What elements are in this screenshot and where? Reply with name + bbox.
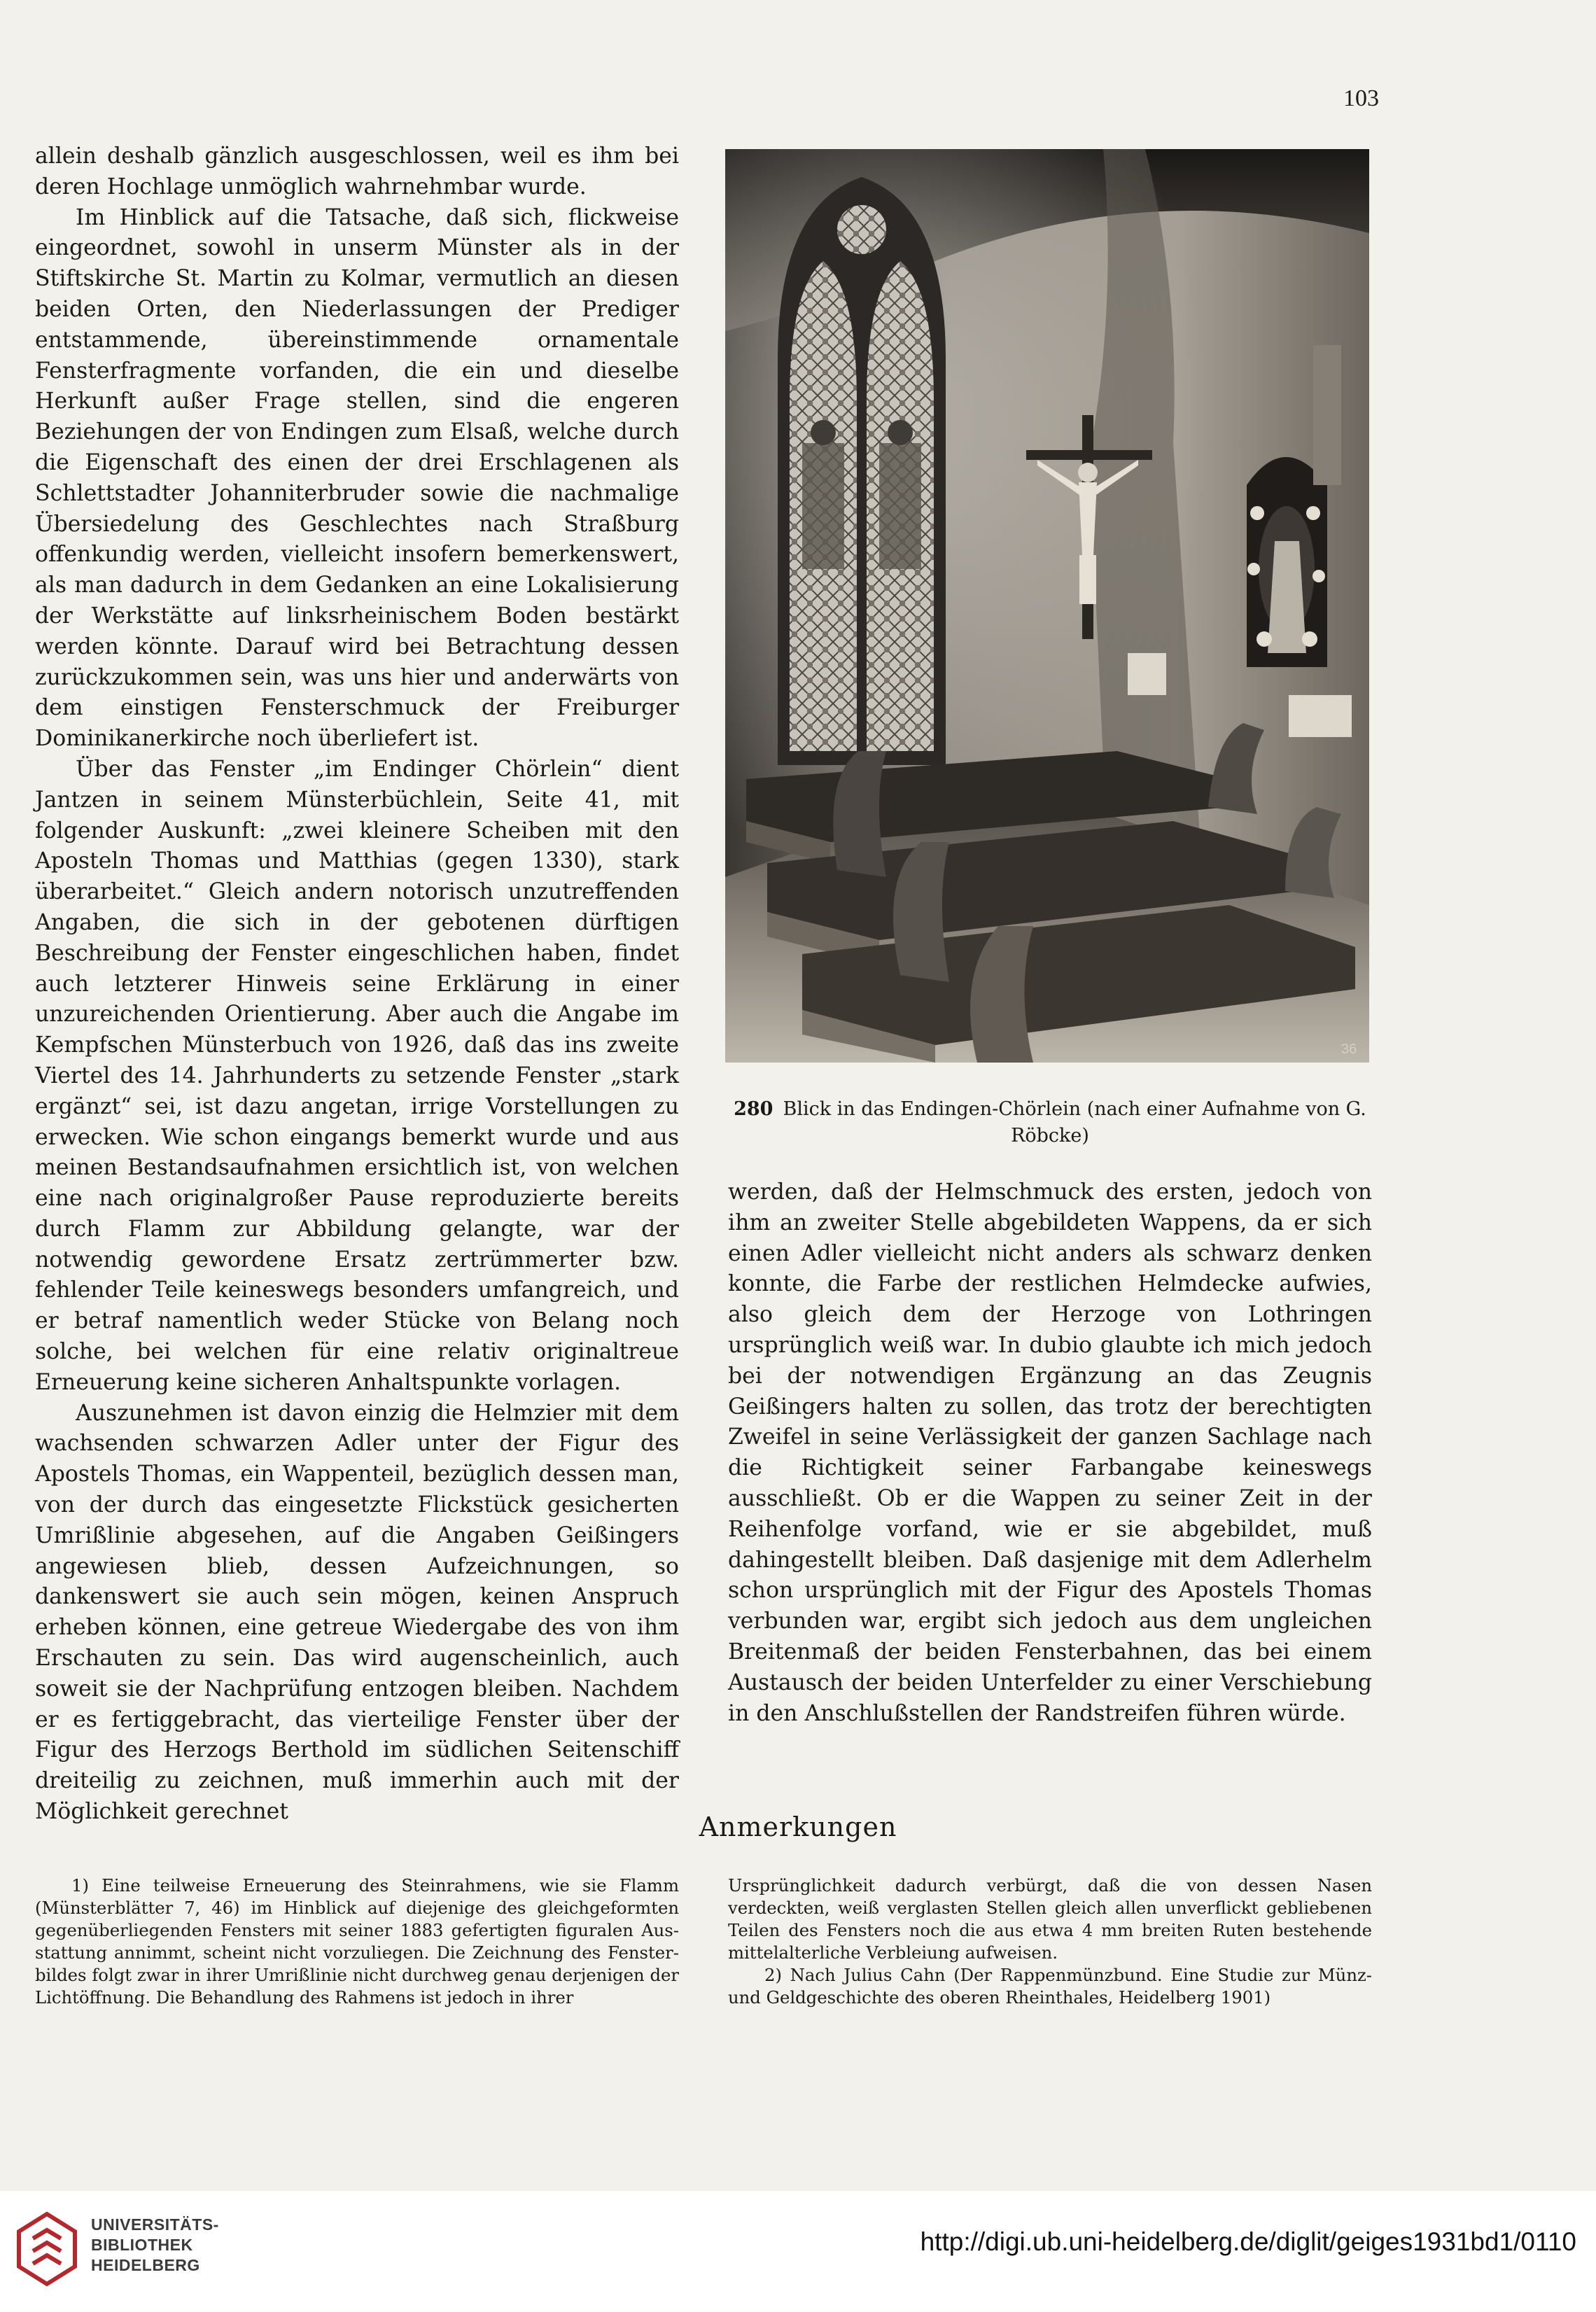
library-name-line: HEIDELBERG <box>91 2256 200 2274</box>
paragraph: allein deshalb gänzlich ausgeschlossen, weil es ihm bei deren Hochlage unmöglich wahrnehmbar wurde. <box>35 143 679 199</box>
paragraph: Über das Fenster „im Endinger Chörlein“ dient Jantzen in seinem Münsterbüchlein, Seite 41, mit folgender Auskunft: „zwei kleinere Scheiben mit den Aposteln Thomas und Matthias (gegen 1330), stark überarbeitet.“ Gleich andern notorisch unzutreffenden Angaben, die sich in der gebotenen dürftigen Beschreibung der Fenster eingeschlichen haben, findet auch letzterer Hinweis seine Erklärung in einer unzureichenden Orientierung. Aber auch die Angabe im Kempfschen Münsterbuch von 1926, daß das ins zweite Viertel des 14. Jahrhunderts zu setzende Fenster „stark ergänzt“ sei, ist dazu angetan, irrige Vorstellungen zu erwecken. Wie schon eingangs bemerkt wurde und aus meinen Bestandsaufnahmen ersichtlich ist, von welchen eine nach originalgroßer Pause reproduzierte bereits durch Flamm zur Abbildung gelangte, war der notwendig gewordene Ersatz zertrümmerter bzw. fehlender Teile keineswegs besonders umfangreich, und er betraf namentlich weder Stücke von Belang noch solche, bei welchen für eine relativ originaltreue Erneuerung keine sicheren Anhaltspunkte vorlagen. <box>35 756 679 1395</box>
library-name <box>91 2215 219 2276</box>
footnotes-left <box>35 1875 679 2009</box>
paragraph: Auszunehmen ist davon einzig die Helmzier mit dem wachsenden schwarzen Adler unter der Figur des Apostels Thomas, ein Wappenteil, bezüglich dessen man, von der durch das eingesetzte Flickstück gesicherten Umrißlinie abgesehen, auf die Angaben Geißingers angewiesen blieb, dessen Aufzeichnungen, so dankenswert sie auch sein mögen, keinen Anspruch erheben können, eine getreue Wiedergabe des von ihm Erschauten zu sein. Das wird augenscheinlich, auch soweit sie der Nachprüfung entzogen bleiben. Nachdem er es fertiggebracht, das vierteilige Fenster über der Figur des Herzogs Berthold im südlichen Seitenschiff dreiteilig zu zeichnen, muß immerhin auch mit der Möglichkeit gerechnet <box>35 1400 679 1825</box>
figure-photo <box>725 149 1369 1063</box>
footnote: 1) Eine teilweise Erneuerung des Steinrahmens, wie sie Flamm (Münsterblätter 7, 46) im Hinblick auf diejenige des gleichgeformten gegenüberliegenden Fensters mit seiner 1883 gefertigten figuralen Ausstattung annimmt, scheint nicht vorzuliegen. Die Zeichnung des Fensterbildes folgt zwar in ihrer Umrißlinie nicht durchweg genau derjenigen der Lichtöffnung. Die Behandlung des Rahmens ist jedoch in ihrer <box>35 1875 679 2008</box>
photo-mark: 36 <box>1341 1042 1357 1057</box>
left-text-column <box>35 141 679 1828</box>
figure-number: 280 <box>734 1098 774 1120</box>
footnotes-right <box>728 1875 1372 2009</box>
figure-caption <box>728 1096 1372 1149</box>
footnote: 2) Nach Julius Cahn (Der Rappenmünzbund. Eine Studie zur Münz- und Geldgeschichte des oberen Rheinthales, Heidelberg 1901) <box>728 1965 1372 2008</box>
chapel-interior-photo <box>725 149 1369 1063</box>
right-text-column <box>728 1177 1372 1729</box>
footnote: Ursprünglichkeit dadurch verbürgt, daß die von dessen Nasen verdeckten, weiß verglasten Stellen gleich allen unverflickt gebliebenen Teilen des Fensters noch die aus etwa 4 mm breiten Ruten bestehende mittelalterliche Verbleiung aufweisen. <box>728 1875 1372 1963</box>
notes-heading: Anmerkungen <box>699 1812 897 1842</box>
paragraph: werden, daß der Helmschmuck des ersten, jedoch von ihm an zweiter Stelle abgebildeten Wappens, da er sich einen Adler vielleicht nicht anders als schwarz denken konnte, die Farbe der restlichen Helmdecke aufwies, also gleich dem der Herzoge von Lothringen ursprünglich weiß war. In dubio glaubte ich mich jedoch bei der notwendigen Ergänzung an das Zeugnis Geißingers halten zu sollen, das trotz der berechtigten Zweifel in seine Verlässigkeit der ganzen Sachlage nach die Richtigkeit seiner Farbangabe keineswegs ausschließt. Ob er die Wappen zu seiner Zeit in der Reihenfolge vorfand, wie er sie abgebildet, muß dahingestellt bleiben. Daß dasjenige mit dem Adlerhelm schon ursprünglich mit der Figur des Apostels Thomas verbunden war, ergibt sich jedoch aus dem ungleichen Breitenmaß der beiden Fensterbahnen, das bei einem Austausch der beiden Unterfelder zu einer Verschiebung in den Anschlußstellen der Randstreifen führen würde. <box>728 1179 1372 1726</box>
page-number: 103 <box>1343 85 1379 111</box>
paragraph: Im Hinblick auf die Tatsache, daß sich, flickweise eingeordnet, sowohl in unserm Münster als in der Stiftskirche St. Martin zu Kolmar, vermutlich an diesen beiden Orten, den Niederlassungen der Prediger entstammende, übereinstimmende ornamentale Fensterfragmente vorfanden, die ein und dieselbe Herkunft außer Frage stellen, sind die engeren Beziehungen der von Endingen zum Elsaß, welche durch die Eigenschaft des einen der drei Erschlagenen als Schlettstadter Johanniterbruder sowie die nachmalige Übersiedelung des Geschlechtes nach Straßburg offenkundig werden, vielleicht insofern bemerkenswert, als man dadurch in dem Gedanken an eine Lokalisierung der Werkstätte auf linksrheinischem Boden bestärkt werden könnte. Darauf wird bei Betrachtung dessen zurückzukommen sein, was uns hier und anderwärts von dem einstigen Fensterschmuck der Freiburger Dominikanerkirche noch überliefert ist. <box>35 204 679 752</box>
footer-bar <box>0 2191 1596 2312</box>
library-name-line: BIBLIOTHEK <box>91 2236 193 2254</box>
figure-caption-text: Blick in das Endingen-Chörlein (nach einer Aufnahme von G. Röbcke) <box>783 1098 1366 1147</box>
library-name-line: UNIVERSITÄTS- <box>91 2215 219 2234</box>
stained-glass-window <box>778 177 946 765</box>
library-logo-icon <box>15 2211 78 2288</box>
source-url-link[interactable]: http://digi.ub.uni-heidelberg.de/diglit/geiges1931bd1/0110 <box>920 2227 1576 2256</box>
